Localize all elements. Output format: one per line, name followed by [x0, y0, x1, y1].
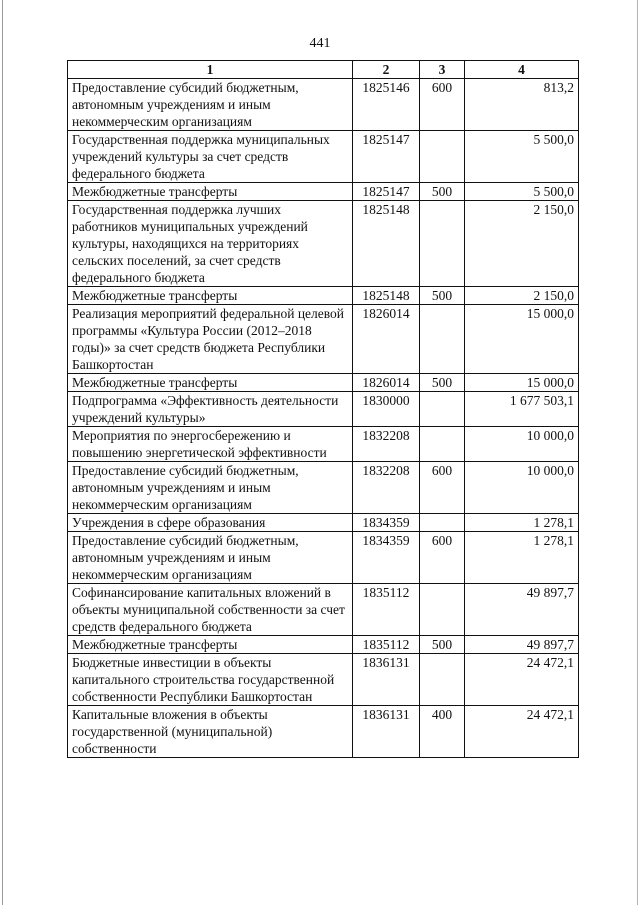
row-name: Межбюджетные трансферты [68, 183, 353, 201]
table-row [68, 374, 579, 392]
row-amount: 49 897,7 [465, 636, 579, 654]
table-header-row [68, 61, 579, 79]
table-row [68, 636, 579, 654]
table-row [68, 183, 579, 201]
row-amount: 2 150,0 [465, 287, 579, 305]
budget-table [67, 60, 579, 758]
row-amount: 24 472,1 [465, 706, 579, 758]
table-row [68, 584, 579, 636]
row-amount: 15 000,0 [465, 305, 579, 374]
row-type: 500 [420, 287, 465, 305]
row-type: 600 [420, 79, 465, 131]
row-name: Софинансирование капитальных вложений в объекты муниципальной собственности за счет средств федерального бюджета [68, 584, 353, 636]
table-row [68, 654, 579, 706]
row-amount: 1 278,1 [465, 532, 579, 584]
row-type [420, 131, 465, 183]
table-row [68, 427, 579, 462]
row-code: 1825148 [353, 201, 420, 287]
table-row [68, 706, 579, 758]
row-amount: 10 000,0 [465, 462, 579, 514]
table-row [68, 131, 579, 183]
page-number: 441 [309, 36, 331, 51]
row-amount: 5 500,0 [465, 183, 579, 201]
row-code: 1832208 [353, 427, 420, 462]
row-amount: 2 150,0 [465, 201, 579, 287]
row-type: 600 [420, 462, 465, 514]
column-header-name: 1 [68, 61, 353, 79]
row-name: Государственная поддержка муниципальных учреждений культуры за счет средств федерального бюджета [68, 131, 353, 183]
row-type: 500 [420, 636, 465, 654]
table-row [68, 287, 579, 305]
row-type [420, 201, 465, 287]
row-code: 1825146 [353, 79, 420, 131]
row-name: Бюджетные инвестиции в объекты капитального строительства государственной собственности Республики Башкортостан [68, 654, 353, 706]
row-code: 1826014 [353, 374, 420, 392]
row-code: 1826014 [353, 305, 420, 374]
column-header-amount: 4 [465, 61, 579, 79]
row-name: Предоставление субсидий бюджетным, автономным учреждениям и иным некоммерческим организациям [68, 462, 353, 514]
row-code: 1825148 [353, 287, 420, 305]
table-row [68, 514, 579, 532]
row-amount: 1 278,1 [465, 514, 579, 532]
row-name: Учреждения в сфере образования [68, 514, 353, 532]
row-name: Межбюджетные трансферты [68, 287, 353, 305]
row-type [420, 305, 465, 374]
row-name: Межбюджетные трансферты [68, 374, 353, 392]
row-type [420, 427, 465, 462]
row-code: 1834359 [353, 514, 420, 532]
row-amount: 1 677 503,1 [465, 392, 579, 427]
row-amount: 49 897,7 [465, 584, 579, 636]
row-name: Межбюджетные трансферты [68, 636, 353, 654]
row-type [420, 392, 465, 427]
page-edge-left [2, 0, 3, 905]
row-type [420, 584, 465, 636]
row-name: Предоставление субсидий бюджетным, автономным учреждениям и иным некоммерческим организациям [68, 532, 353, 584]
column-header-type: 3 [420, 61, 465, 79]
row-name: Предоставление субсидий бюджетным, автономным учреждениям и иным некоммерческим организациям [68, 79, 353, 131]
row-type: 600 [420, 532, 465, 584]
row-code: 1825147 [353, 131, 420, 183]
row-type: 500 [420, 183, 465, 201]
row-code: 1836131 [353, 654, 420, 706]
row-amount: 24 472,1 [465, 654, 579, 706]
table-row [68, 79, 579, 131]
row-amount: 813,2 [465, 79, 579, 131]
row-code: 1835112 [353, 584, 420, 636]
row-name: Государственная поддержка лучших работников муниципальных учреждений культуры, находящихся на территориях сельских поселений, за счет средств федерального бюджета [68, 201, 353, 287]
row-code: 1830000 [353, 392, 420, 427]
row-type [420, 654, 465, 706]
row-amount: 5 500,0 [465, 131, 579, 183]
row-type [420, 514, 465, 532]
table-row [68, 462, 579, 514]
table-row [68, 201, 579, 287]
row-name: Капитальные вложения в объекты государственной (муниципальной) собственности [68, 706, 353, 758]
row-code: 1832208 [353, 462, 420, 514]
row-code: 1835112 [353, 636, 420, 654]
table-row [68, 392, 579, 427]
row-amount: 15 000,0 [465, 374, 579, 392]
row-code: 1834359 [353, 532, 420, 584]
page-edge-right [637, 0, 638, 905]
row-name: Подпрограмма «Эффективность деятельности учреждений культуры» [68, 392, 353, 427]
row-type: 500 [420, 374, 465, 392]
row-type: 400 [420, 706, 465, 758]
row-name: Мероприятия по энергосбережению и повышению энергетической эффективности [68, 427, 353, 462]
table-row [68, 305, 579, 374]
column-header-code: 2 [353, 61, 420, 79]
row-name: Реализация мероприятий федеральной целевой программы «Культура России (2012–2018 годы)» за счет средств бюджета Республики Башкортостан [68, 305, 353, 374]
row-amount: 10 000,0 [465, 427, 579, 462]
row-code: 1825147 [353, 183, 420, 201]
table-row [68, 532, 579, 584]
row-code: 1836131 [353, 706, 420, 758]
